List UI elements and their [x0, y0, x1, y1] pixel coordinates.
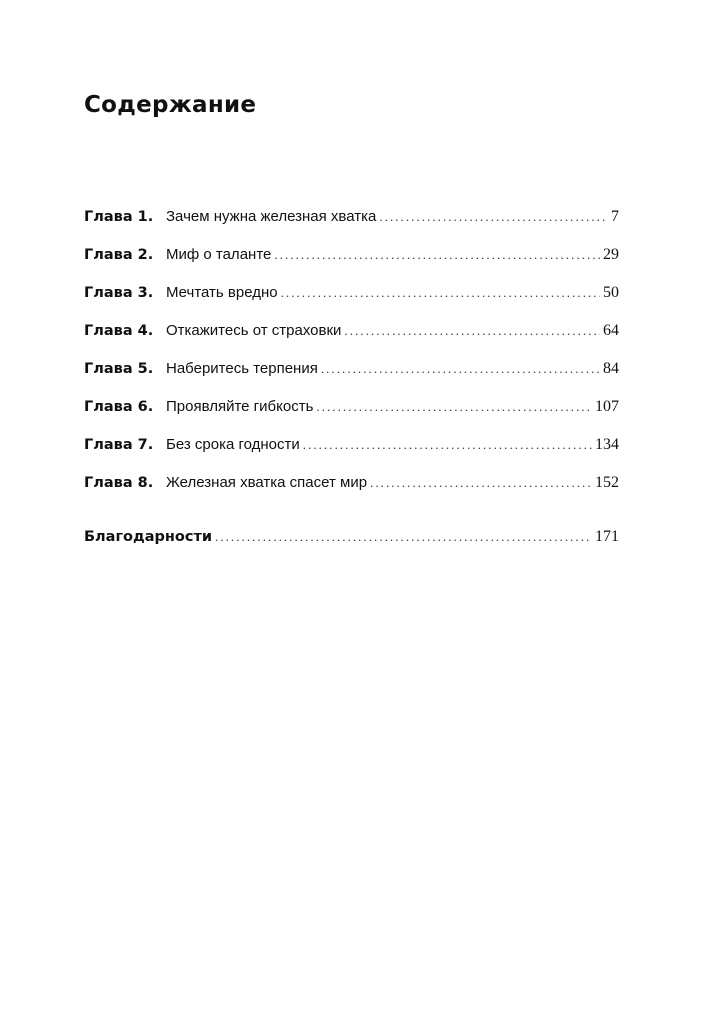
dot-leader	[274, 247, 600, 263]
page-number: 107	[595, 398, 619, 415]
toc-entry-acknowledgements[interactable]	[84, 528, 619, 566]
page-number: 84	[603, 360, 619, 377]
chapter-title: Проявляйте гибкость	[166, 398, 314, 415]
chapter-title: Наберитесь терпения	[166, 360, 318, 377]
chapter-label: Глава 6.	[84, 399, 154, 415]
acknowledgements-title: Благодарности	[84, 529, 213, 545]
toc-entry-chapter-2[interactable]	[84, 246, 619, 284]
toc-entry-chapter-4[interactable]	[84, 322, 619, 360]
section-spacer	[84, 512, 619, 528]
dot-leader	[215, 529, 592, 545]
toc-entry-chapter-5[interactable]	[84, 360, 619, 398]
page-number: 7	[611, 208, 619, 225]
chapter-title: Зачем нужна железная хватка	[166, 208, 377, 225]
chapter-label: Глава 8.	[84, 475, 154, 491]
chapter-title: Мечтать вредно	[166, 284, 278, 301]
page-number: 171	[595, 528, 619, 545]
dot-leader	[316, 399, 592, 415]
chapter-label: Глава 2.	[84, 247, 154, 263]
dot-leader	[281, 285, 600, 301]
chapter-label: Глава 5.	[84, 361, 154, 377]
chapter-title: Железная хватка спасет мир	[166, 474, 368, 491]
page-number: 134	[595, 436, 619, 453]
dot-leader	[321, 361, 600, 377]
table-of-contents	[84, 208, 619, 566]
page-number: 152	[595, 474, 619, 491]
chapter-label: Глава 3.	[84, 285, 154, 301]
page-title: Содержание	[84, 92, 257, 118]
page-number: 29	[603, 246, 619, 263]
chapter-label: Глава 7.	[84, 437, 154, 453]
toc-entry-chapter-6[interactable]	[84, 398, 619, 436]
toc-entry-chapter-8[interactable]	[84, 474, 619, 512]
dot-leader	[370, 475, 592, 491]
dot-leader	[379, 209, 608, 225]
chapter-title: Без срока годности	[166, 436, 300, 453]
chapter-title: Миф о таланте	[166, 246, 272, 263]
toc-entry-chapter-7[interactable]	[84, 436, 619, 474]
dot-leader	[344, 323, 600, 339]
chapter-label: Глава 1.	[84, 209, 154, 225]
toc-entry-chapter-1[interactable]	[84, 208, 619, 246]
chapter-label: Глава 4.	[84, 323, 154, 339]
page-number: 50	[603, 284, 619, 301]
toc-entry-chapter-3[interactable]	[84, 284, 619, 322]
chapter-title: Откажитесь от страховки	[166, 322, 342, 339]
dot-leader	[303, 437, 592, 453]
page-number: 64	[603, 322, 619, 339]
